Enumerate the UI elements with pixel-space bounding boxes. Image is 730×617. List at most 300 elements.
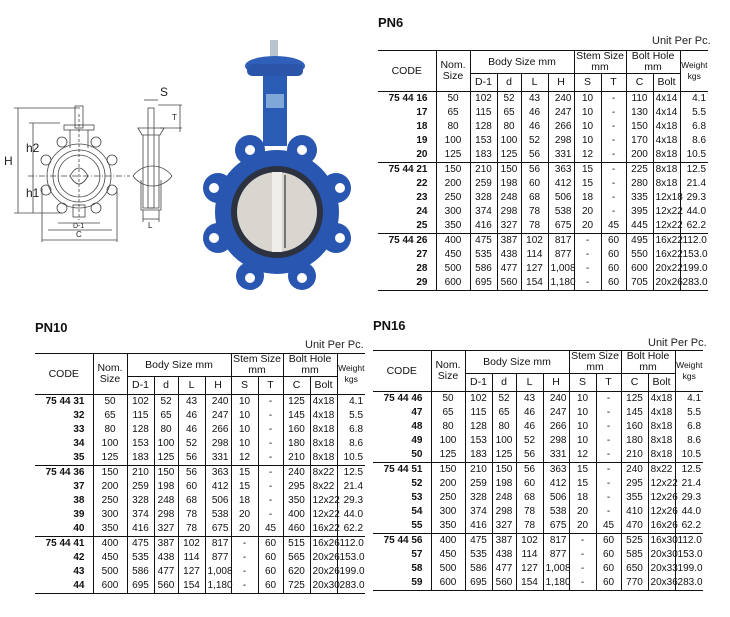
cell-value: 80 <box>154 423 178 437</box>
cell-value: 150 <box>492 463 516 478</box>
cell-value: - <box>258 451 283 466</box>
cell-value: 8x18 <box>310 423 337 437</box>
label-D1: D-1 <box>73 223 85 230</box>
cell-value: 15 <box>569 477 596 491</box>
cell-value: 60 <box>258 579 283 594</box>
cell-value: 78 <box>521 219 548 234</box>
cell-value: 102 <box>465 392 492 407</box>
cell-value: 18 <box>569 491 596 505</box>
cell-value: 248 <box>492 491 516 505</box>
cell-value: 15 <box>574 163 601 178</box>
subcol-c: C <box>283 377 310 395</box>
cell-value: 475 <box>465 534 492 549</box>
cell-value: 560 <box>497 276 521 291</box>
col-weight: Weight kgs <box>675 351 703 392</box>
cell-value: 153 <box>127 437 154 451</box>
cell-value: - <box>596 463 621 478</box>
cell-value: 355 <box>621 491 648 505</box>
cell-value: 675 <box>543 519 569 534</box>
cell-value: 438 <box>492 548 516 562</box>
cell-value: 10.5 <box>337 451 365 466</box>
cell-value: 46 <box>178 423 205 437</box>
cell-code: 27 <box>416 249 428 260</box>
cell-value: 350 <box>436 219 470 234</box>
table-row <box>373 505 703 519</box>
cell-value: - <box>569 562 596 576</box>
cell-value: 210 <box>470 163 497 178</box>
cell-value: - <box>596 406 621 420</box>
cell-value: 10 <box>574 134 601 148</box>
cell-value: - <box>574 262 601 276</box>
cell-value: 877 <box>543 548 569 562</box>
cell-value: 20 <box>231 522 258 537</box>
cell-value: 400 <box>283 508 310 522</box>
cell-value: - <box>258 480 283 494</box>
cell-value: 60 <box>596 562 621 576</box>
cell-value: 150 <box>497 163 521 178</box>
cell-value: 15 <box>231 466 258 481</box>
cell-value: 470 <box>621 519 648 534</box>
subcol-d: d <box>497 74 521 92</box>
cell-value: - <box>601 191 626 205</box>
cell-value: 8x18 <box>310 451 337 466</box>
cell-value: 327 <box>154 522 178 537</box>
cell-value: 45 <box>258 522 283 537</box>
cell-value: 4x18 <box>310 395 337 410</box>
cell-code: 18 <box>416 121 428 132</box>
table-row <box>378 177 708 191</box>
cell-value: 565 <box>283 551 310 565</box>
cell-value: 125 <box>154 451 178 466</box>
cell-value: 154 <box>521 276 548 291</box>
cell-value: 50 <box>93 395 127 410</box>
table-row <box>35 437 365 451</box>
cell-value: - <box>258 423 283 437</box>
cell-value: 210 <box>283 451 310 466</box>
cell-value: 56 <box>521 163 548 178</box>
col-bolt-hole: Bolt Hole mm <box>283 354 337 377</box>
cell-value: 18 <box>231 494 258 508</box>
col-weight: Weight kgs <box>680 51 708 92</box>
cell-value: 877 <box>205 551 231 565</box>
table-row <box>373 548 703 562</box>
cell-value: 331 <box>548 148 574 163</box>
cell-value: 4x18 <box>653 134 680 148</box>
cell-value: 247 <box>205 409 231 423</box>
cell-value: 100 <box>492 434 516 448</box>
cell-value: 650 <box>621 562 648 576</box>
cell-value: 225 <box>626 163 653 178</box>
cell-value: 450 <box>93 551 127 565</box>
cell-value: 1,180 <box>548 276 574 291</box>
cell-value: 240 <box>621 463 648 478</box>
cell-value: 412 <box>543 477 569 491</box>
cell-value: 200 <box>431 477 465 491</box>
cell-value: 16x22 <box>310 522 337 537</box>
cell-value: 400 <box>93 537 127 552</box>
cell-value: 46 <box>516 406 543 420</box>
table-row <box>373 477 703 491</box>
table-row <box>373 406 703 420</box>
cell-value: 298 <box>205 437 231 451</box>
cell-value: 600 <box>93 579 127 594</box>
cell-value: 52 <box>497 92 521 107</box>
cell-value: 240 <box>543 392 569 407</box>
col-code: CODE <box>35 354 93 395</box>
cell-value: 60 <box>258 565 283 579</box>
cell-value: 259 <box>465 477 492 491</box>
cell-value: 65 <box>497 106 521 120</box>
cell-value: 68 <box>178 494 205 508</box>
cell-value: 128 <box>470 120 497 134</box>
cell-value: 198 <box>492 477 516 491</box>
table-row <box>373 576 703 591</box>
cell-value: 438 <box>497 248 521 262</box>
cell-value: 100 <box>154 437 178 451</box>
cell-value: 153.0 <box>680 248 708 262</box>
cell-value: 44.0 <box>680 205 708 219</box>
cell-code: 24 <box>416 206 428 217</box>
cell-value: 327 <box>492 519 516 534</box>
cell-value: 240 <box>283 466 310 481</box>
table-row <box>35 451 365 466</box>
cell-value: 400 <box>431 534 465 549</box>
cell-value: 477 <box>492 562 516 576</box>
cell-value: 128 <box>465 420 492 434</box>
cell-value: 62.2 <box>680 219 708 234</box>
cell-value: 127 <box>516 562 543 576</box>
cell-value: 328 <box>465 491 492 505</box>
table-row <box>35 551 365 565</box>
cell-value: 160 <box>283 423 310 437</box>
cell-value: 127 <box>521 262 548 276</box>
col-code: CODE <box>378 51 436 92</box>
cell-code: 35 <box>73 452 85 463</box>
cell-value: 477 <box>154 565 178 579</box>
cell-value: 585 <box>621 548 648 562</box>
cell-value: - <box>596 491 621 505</box>
col-nom-size: Nom. Size <box>93 354 127 395</box>
pn6-spec-table <box>378 50 708 291</box>
cell-value: 56 <box>178 466 205 481</box>
cell-value: 374 <box>127 508 154 522</box>
cell-value: 8x18 <box>310 437 337 451</box>
cell-value: 817 <box>548 234 574 249</box>
cell-value: 300 <box>436 205 470 219</box>
pn10-title: PN10 <box>35 320 68 335</box>
cell-value: 78 <box>178 522 205 537</box>
cell-value: 525 <box>621 534 648 549</box>
label-C: C <box>76 230 82 239</box>
cell-value: 395 <box>626 205 653 219</box>
cell-value: - <box>231 579 258 594</box>
cell-code: 53 <box>411 492 423 503</box>
cell-value: 363 <box>543 463 569 478</box>
cell-code: 49 <box>411 435 423 446</box>
cell-value: - <box>601 134 626 148</box>
cell-value: 52 <box>492 392 516 407</box>
cell-value: 416 <box>470 219 497 234</box>
cell-value: 153.0 <box>675 548 703 562</box>
cell-value: 65 <box>436 106 470 120</box>
cell-value: 102 <box>178 537 205 552</box>
cell-value: 200 <box>93 480 127 494</box>
cell-value: 416 <box>127 522 154 537</box>
cell-value: 183 <box>127 451 154 466</box>
cell-value: 62.2 <box>337 522 365 537</box>
cell-value: 1,180 <box>543 576 569 591</box>
cell-value: 62.2 <box>675 519 703 534</box>
table-row <box>378 276 708 291</box>
cell-value: 43 <box>521 92 548 107</box>
cell-value: 10.5 <box>680 148 708 163</box>
cell-value: 114 <box>178 551 205 565</box>
cell-value: 412 <box>205 480 231 494</box>
cell-value: 20x26 <box>310 565 337 579</box>
cell-value: 150 <box>436 163 470 178</box>
cell-value: 52 <box>516 434 543 448</box>
cell-value: 78 <box>516 505 543 519</box>
cell-value: 15 <box>574 177 601 191</box>
cell-value: 8x22 <box>648 463 675 478</box>
cell-value: 5.5 <box>675 406 703 420</box>
cell-value: 128 <box>127 423 154 437</box>
col-code: CODE <box>373 351 431 392</box>
cell-value: 46 <box>521 106 548 120</box>
cell-code: 34 <box>73 438 85 449</box>
subcol-h: H <box>548 74 574 92</box>
cell-value: 115 <box>465 406 492 420</box>
cell-code: 17 <box>416 107 428 118</box>
cell-code: 75 44 36 <box>35 466 93 481</box>
pn10-spec-table <box>35 353 365 594</box>
cell-value: 127 <box>178 565 205 579</box>
cell-value: 695 <box>470 276 497 291</box>
cell-code: 42 <box>73 552 85 563</box>
cell-value: - <box>596 420 621 434</box>
table-row <box>373 434 703 448</box>
cell-code: 75 44 56 <box>373 534 431 549</box>
cell-value: 56 <box>516 463 543 478</box>
col-bolt-hole: Bolt Hole mm <box>626 51 680 74</box>
cell-value: 770 <box>621 576 648 591</box>
subcol-d-1: D-1 <box>127 377 154 395</box>
cell-value: 43 <box>516 392 543 407</box>
subcol-d: d <box>492 374 516 392</box>
col-body-size: Body Size mm <box>127 354 231 377</box>
cell-value: 10 <box>231 395 258 410</box>
cell-value: 29.3 <box>337 494 365 508</box>
cell-value: 114 <box>516 548 543 562</box>
cell-value: - <box>601 163 626 178</box>
cell-value: 46 <box>516 420 543 434</box>
cell-value: 12x22 <box>310 494 337 508</box>
cell-value: - <box>596 448 621 463</box>
cell-value: 60 <box>258 551 283 565</box>
cell-value: 298 <box>548 134 574 148</box>
cell-value: 400 <box>436 234 470 249</box>
cell-value: 20x26 <box>653 276 680 291</box>
table-row <box>373 491 703 505</box>
cell-value: 374 <box>470 205 497 219</box>
cell-value: 8x18 <box>648 448 675 463</box>
cell-value: 298 <box>543 434 569 448</box>
pn16-unit: Unit Per Pc. <box>648 337 707 349</box>
subcol-s: S <box>569 374 596 392</box>
cell-value: - <box>258 395 283 410</box>
cell-value: 60 <box>596 576 621 591</box>
cell-value: 8x18 <box>648 420 675 434</box>
cell-value: 240 <box>548 92 574 107</box>
col-stem-size: Stem Size mm <box>569 351 621 374</box>
cell-value: 125 <box>283 395 310 410</box>
cell-value: - <box>258 466 283 481</box>
cell-code: 40 <box>73 523 85 534</box>
col-stem-size: Stem Size mm <box>574 51 626 74</box>
cell-value: 283.0 <box>680 276 708 291</box>
cell-value: 586 <box>470 262 497 276</box>
cell-value: 21.4 <box>337 480 365 494</box>
cell-code: 75 44 51 <box>373 463 431 478</box>
table-row <box>35 480 365 494</box>
cell-value: 80 <box>436 120 470 134</box>
cell-value: - <box>601 148 626 163</box>
cell-value: 475 <box>127 537 154 552</box>
cell-value: - <box>569 548 596 562</box>
cell-value: 387 <box>154 537 178 552</box>
subcol-l: L <box>516 374 543 392</box>
cell-value: 112.0 <box>337 537 365 552</box>
cell-value: 300 <box>431 505 465 519</box>
table-row <box>373 392 703 407</box>
table-row <box>378 262 708 276</box>
label-S: S <box>160 85 169 99</box>
cell-value: 877 <box>548 248 574 262</box>
cell-code: 43 <box>73 566 85 577</box>
cell-value: 10 <box>574 106 601 120</box>
cell-value: - <box>258 494 283 508</box>
cell-value: 150 <box>626 120 653 134</box>
cell-value: - <box>231 537 258 552</box>
cell-value: - <box>574 234 601 249</box>
cell-value: 259 <box>127 480 154 494</box>
cell-value: 6.8 <box>675 420 703 434</box>
pn16-title: PN16 <box>373 318 406 333</box>
cell-value: 600 <box>626 262 653 276</box>
cell-value: 112.0 <box>675 534 703 549</box>
cell-value: 150 <box>431 463 465 478</box>
cell-value: 160 <box>621 420 648 434</box>
cell-value: 60 <box>601 276 626 291</box>
cell-value: 248 <box>154 494 178 508</box>
cell-value: 387 <box>492 534 516 549</box>
cell-value: 45 <box>601 219 626 234</box>
table-row <box>378 205 708 219</box>
subcol-bolt: Bolt <box>310 377 337 395</box>
cell-value: - <box>258 508 283 522</box>
col-body-size: Body Size mm <box>465 351 569 374</box>
cell-value: - <box>569 534 596 549</box>
cell-value: - <box>231 565 258 579</box>
table-row <box>35 565 365 579</box>
cell-value: 560 <box>492 576 516 591</box>
table-row <box>35 508 365 522</box>
cell-value: 20 <box>574 205 601 219</box>
cell-value: 198 <box>497 177 521 191</box>
cell-value: 4.1 <box>675 392 703 407</box>
cell-code: 37 <box>73 481 85 492</box>
cell-value: 60 <box>178 480 205 494</box>
table-row <box>35 423 365 437</box>
cell-value: 65 <box>93 409 127 423</box>
cell-value: 10 <box>569 420 596 434</box>
cell-value: 328 <box>470 191 497 205</box>
subcol-t: T <box>596 374 621 392</box>
cell-value: 20x33 <box>648 562 675 576</box>
cell-value: 817 <box>543 534 569 549</box>
cell-value: 300 <box>93 508 127 522</box>
cell-code: 59 <box>373 576 431 591</box>
cell-value: 1,008 <box>205 565 231 579</box>
cell-value: 100 <box>497 134 521 148</box>
cell-value: 535 <box>465 548 492 562</box>
cell-value: 20x30 <box>648 548 675 562</box>
cell-value: 506 <box>543 491 569 505</box>
table-row <box>373 562 703 576</box>
subcol-l: L <box>521 74 548 92</box>
cell-value: 125 <box>93 451 127 466</box>
cell-value: 125 <box>621 392 648 407</box>
cell-value: 183 <box>470 148 497 163</box>
cell-value: 410 <box>621 505 648 519</box>
cell-value: 56 <box>178 451 205 466</box>
cell-value: 44.0 <box>337 508 365 522</box>
cell-value: 210 <box>127 466 154 481</box>
cell-code: 50 <box>411 449 423 460</box>
cell-value: 4x14 <box>653 92 680 107</box>
cell-value: 199.0 <box>337 565 365 579</box>
cell-value: 331 <box>205 451 231 466</box>
cell-value: 130 <box>626 106 653 120</box>
cell-code: 29 <box>378 276 436 291</box>
cell-value: 12 <box>574 148 601 163</box>
cell-value: 8.6 <box>675 434 703 448</box>
cell-code: 20 <box>416 149 428 160</box>
col-body-size: Body Size mm <box>470 51 574 74</box>
label-h1: h1 <box>26 186 40 200</box>
col-bolt-hole: Bolt Hole mm <box>621 351 675 374</box>
cell-value: 586 <box>127 565 154 579</box>
table-row <box>373 534 703 549</box>
cell-value: 198 <box>154 480 178 494</box>
cell-value: 4.1 <box>337 395 365 410</box>
cell-value: 250 <box>431 491 465 505</box>
subcol-h: H <box>543 374 569 392</box>
cell-value: 538 <box>548 205 574 219</box>
cell-code: 32 <box>73 410 85 421</box>
cell-value: 29.3 <box>680 191 708 205</box>
cell-value: 100 <box>93 437 127 451</box>
cell-value: 695 <box>465 576 492 591</box>
cell-value: 125 <box>436 148 470 163</box>
cell-value: 280 <box>626 177 653 191</box>
cell-value: 8x18 <box>653 163 680 178</box>
cell-value: 10 <box>569 434 596 448</box>
cell-value: - <box>601 177 626 191</box>
cell-code: 52 <box>411 478 423 489</box>
subcol-d-1: D-1 <box>470 74 497 92</box>
cell-value: 10 <box>231 437 258 451</box>
